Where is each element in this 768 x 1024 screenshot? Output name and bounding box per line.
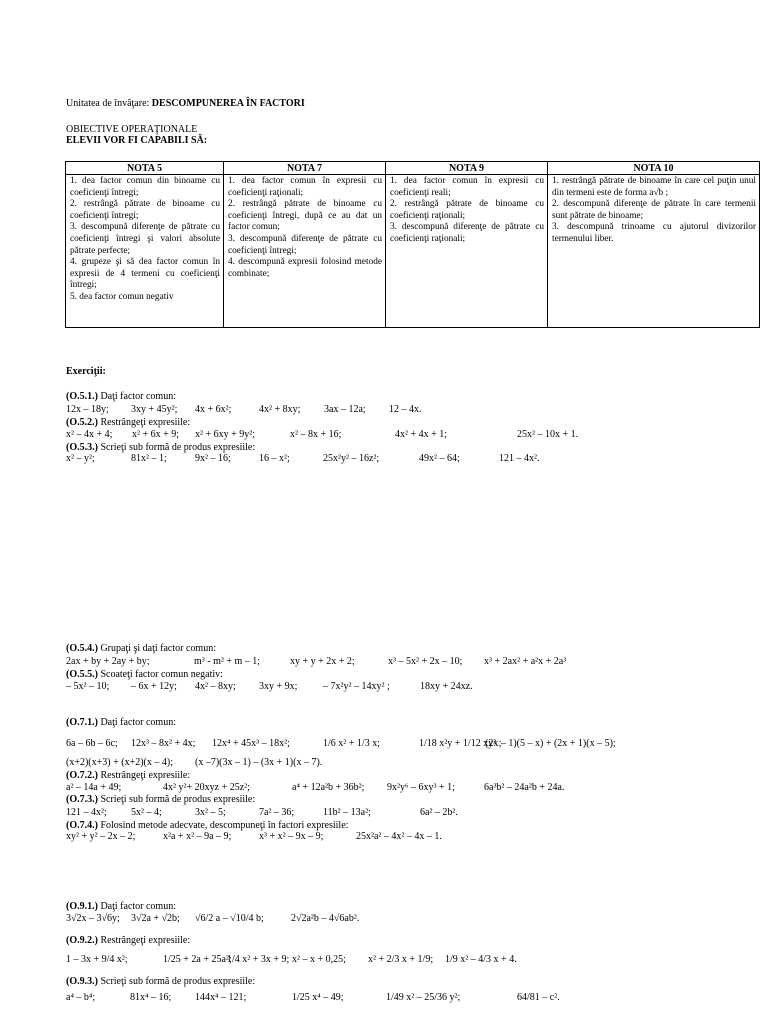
exercise-item: 4x² y²+ 20xyz + 25z²;	[163, 782, 250, 793]
exercise-label-s591	[66, 901, 176, 912]
exercise-item: 144x⁴ – 121;	[195, 992, 247, 1003]
objective-item: 4. descompună expresii folosind metode combinate;	[228, 257, 382, 279]
exercise-label-s574	[66, 820, 348, 831]
exercise-item: 121 – 4x²;	[66, 807, 107, 818]
exercise-item: 5x² – 4;	[131, 807, 162, 818]
exercise-item: a⁴ + 12a²b + 36b²;	[292, 782, 365, 793]
exercise-item: 1/49 x² – 25/36 y²;	[386, 992, 461, 1003]
exercise-label-s593	[66, 976, 255, 987]
exercise-instruction: Daţi factor comun:	[97, 901, 176, 912]
exercise-item: 12x³ – 8x² + 4x;	[131, 738, 196, 749]
exercise-label-s553	[66, 442, 255, 453]
exercise-item: 25x²y² – 16z²;	[323, 453, 380, 464]
exercise-label-s552	[66, 417, 190, 428]
exercise-item: √6/2 a – √10/4 b;	[195, 913, 264, 924]
exercise-instruction: Daţi factor comun:	[97, 717, 176, 728]
exercise-item: 4x² – 8xy;	[195, 681, 236, 692]
exercise-label-s573	[66, 794, 255, 805]
exercise-code: (O.7.1.)	[66, 717, 98, 728]
objectives-heading: OBIECTIVE OPERAŢIONALE	[66, 124, 198, 135]
exercise-item: 6a – 6b – 6c;	[66, 738, 118, 749]
exercise-item: (2x – 1)(5 – x) + (2x + 1)(x – 5);	[485, 738, 616, 749]
exercise-code: (O.9.2.)	[66, 935, 98, 946]
exercise-item: x² + 6x + 9;	[132, 429, 180, 440]
exercise-instruction: Restrângeţi expresiile:	[97, 417, 191, 428]
exercise-item: 4x² + 8xy;	[259, 404, 301, 415]
exercise-item: x² – 8x + 16;	[290, 429, 342, 440]
objective-item: 1. dea factor comun în expresii cu coeficienţi reali;	[390, 176, 544, 198]
exercise-instruction: Daţi factor comun:	[97, 391, 176, 402]
cell-nota-9	[386, 175, 548, 328]
exercise-label-s551	[66, 391, 176, 402]
objectives-table	[65, 161, 760, 328]
exercise-code: (O.7.3.)	[66, 794, 98, 805]
objective-item: 2. descompună diferenţe de pătrate în care termenii sunt pătrate de binoame;	[552, 199, 756, 221]
objective-item: 1. restrângă pătrate de binoame în care cel puţin unul din termeni este de forma a√b ;	[552, 176, 756, 198]
objective-item: 3. descompună diferenţe de pătrate cu coeficienţi raţionali;	[390, 222, 544, 244]
exercise-label-s571	[66, 717, 176, 728]
exercise-item: 9x²y⁶ – 6xy³ + 1;	[387, 782, 455, 793]
exercise-item: 1/9 x² – 4/3 x + 4.	[445, 954, 517, 965]
exercise-label-s572	[66, 770, 190, 781]
exercise-item: 6a² – 2b².	[420, 807, 458, 818]
exercise-item: 64/81 – c².	[517, 992, 560, 1003]
exercise-item: 81x² – 1;	[131, 453, 167, 464]
exercise-item: 3√2x – 3√6y;	[66, 913, 120, 924]
unit-title: DESCOMPUNEREA ÎN FACTORI	[151, 98, 305, 109]
cell-nota-10	[548, 175, 760, 328]
table-body-row	[66, 175, 760, 328]
objective-item: 1. dea factor comun din binoame cu coeficienţi întregi;	[70, 176, 220, 198]
exercise-item: 1/6 x² + 1/3 x;	[323, 738, 380, 749]
objective-item: 1. dea factor comun în expresii cu coeficienţi raţionali;	[228, 176, 382, 198]
exercise-item: x³ + 2ax² + a²x + 2a³	[484, 656, 567, 667]
exercise-item: 25x² – 10x + 1.	[517, 429, 579, 440]
objective-item: 3. descompună diferenţe de pătrate cu coeficienţi întregi şi valori absolute pătrate perfecte;	[70, 222, 220, 256]
exercises-title: Exerciţii:	[66, 366, 106, 377]
exercise-code: (O.5.1.)	[66, 391, 98, 402]
exercise-code: (O.9.1.)	[66, 901, 98, 912]
exercise-item: 16 – x²;	[259, 453, 290, 464]
exercise-item: 7a² – 36;	[259, 807, 295, 818]
objective-item: 2. restrângă pătrate de binoame cu coeficienţi raţionali;	[390, 199, 544, 221]
exercise-item: 49x² – 64;	[419, 453, 460, 464]
exercise-instruction: Scrieţi sub formă de produs expresiile:	[97, 442, 256, 453]
objective-item: 2. restrângă pătrate de binoame cu coeficienţi întregi;	[70, 199, 220, 221]
exercise-item: – 6x + 12y;	[131, 681, 177, 692]
exercise-item: 81x⁴ – 16;	[130, 992, 172, 1003]
exercise-item: 3xy + 45y²;	[131, 404, 178, 415]
exercise-code: (O.7.4.)	[66, 820, 98, 831]
exercise-item: 1/4 x² + 3x + 9;	[227, 954, 290, 965]
exercise-item: x³ + x² – 9x – 9;	[259, 831, 324, 842]
exercise-instruction: Restrângeţi expresiile:	[97, 770, 191, 781]
exercise-item: (x –7)(3x – 1) – (3x + 1)(x – 7).	[195, 757, 323, 768]
exercise-item: 12 – 4x.	[389, 404, 422, 415]
exercise-item: x² – 4x + 4;	[66, 429, 113, 440]
exercise-item: 18xy + 24xz.	[420, 681, 473, 692]
exercise-item: x² + 6xy + 9y²;	[195, 429, 256, 440]
exercise-item: xy² + y² – 2x – 2;	[66, 831, 136, 842]
exercise-item: 121 – 4x².	[499, 453, 540, 464]
exercise-code: (O.5.4.)	[66, 643, 98, 654]
objective-item: 2. restrângă pătrate de binoame cu coeficienţi întregi, după ce au dat un factor comun;	[228, 199, 382, 233]
exercise-instruction: Restrângeţi expresiile:	[97, 935, 191, 946]
exercise-instruction: Folosind metode adecvate, descompuneţi în factori expresiile:	[97, 820, 349, 831]
exercise-label-s555	[66, 669, 223, 680]
header-nota-9: NOTA 9	[386, 162, 548, 175]
exercise-instruction: Grupaţi şi daţi factor comun:	[97, 643, 216, 654]
exercise-item: – 5x² – 10;	[66, 681, 110, 692]
exercise-label-s554	[66, 643, 216, 654]
exercise-item: a² – 14a + 49;	[66, 782, 122, 793]
exercise-item: 3√2a + √2b;	[131, 913, 180, 924]
table-header-row	[66, 162, 760, 175]
exercise-item: 3ax – 12a;	[324, 404, 366, 415]
exercise-code: (O.5.3.)	[66, 442, 98, 453]
exercise-item: 1/18 x²y + 1/12 xy² ;	[419, 738, 502, 749]
exercise-item: 3xy + 9x;	[259, 681, 298, 692]
exercise-code: (O.7.2.)	[66, 770, 98, 781]
exercise-item: 25x²a² – 4x² – 4x – 1.	[356, 831, 442, 842]
exercise-item: x² – y²;	[66, 453, 95, 464]
exercise-item: 12x⁴ + 45x³ – 18x²;	[212, 738, 290, 749]
exercise-instruction: Scrieţi sub formă de produs expresiile:	[97, 794, 256, 805]
header-nota-7: NOTA 7	[224, 162, 386, 175]
header-nota-10: NOTA 10	[548, 162, 760, 175]
exercise-instruction: Scoateţi factor comun negativ:	[97, 669, 223, 680]
exercise-item: 2ax + by + 2ay + by;	[66, 656, 150, 667]
exercise-item: – 7x²y² – 14xy² ;	[323, 681, 390, 692]
objective-item: 3. descompună diferenţe de pătrate cu coeficienţi întregi;	[228, 233, 382, 256]
unit-prefix: Unitatea de învăţare:	[66, 98, 152, 109]
exercise-code: (O.5.2.)	[66, 417, 98, 428]
exercise-item: 3x² – 5;	[195, 807, 226, 818]
students-heading: ELEVII VOR FI CAPABILI SĂ:	[66, 135, 208, 146]
cell-nota-7	[224, 175, 386, 328]
exercise-item: 11b² – 13a²;	[323, 807, 371, 818]
exercise-code: (O.9.3.)	[66, 976, 98, 987]
objective-item: 5. dea factor comun negativ	[70, 291, 174, 302]
exercise-code: (O.5.5.)	[66, 669, 98, 680]
exercise-item: 4x + 6x²;	[195, 404, 232, 415]
exercise-item: m³ - m² + m – 1;	[194, 656, 261, 667]
exercise-item: x² + 2/3 x + 1/9;	[368, 954, 434, 965]
exercise-item: x² – x + 0,25;	[292, 954, 346, 965]
exercise-item: 1 – 3x + 9/4 x²;	[66, 954, 128, 965]
cell-nota-5	[66, 175, 224, 328]
exercise-label-s592	[66, 935, 190, 946]
exercise-item: 1/25 x⁴ – 49;	[292, 992, 344, 1003]
objective-item: 4. grupeze şi să dea factor comun în expresii de 4 termeni cu coeficienţi întregi;	[70, 257, 220, 291]
unit-line	[66, 98, 305, 109]
exercise-item: 4x² + 4x + 1;	[395, 429, 448, 440]
objective-item: 3. descompună trinoame cu ajutorul divizorilor termenului liber.	[552, 222, 756, 244]
exercise-item: 12x – 18y;	[66, 404, 109, 415]
exercise-instruction: Scrieţi sub formă de produs expresiile:	[97, 976, 256, 987]
exercise-item: (x+2)(x+3) + (x+2)(x – 4);	[66, 757, 173, 768]
exercise-item: x²a + x² – 9a – 9;	[163, 831, 232, 842]
exercise-item: xy + y + 2x + 2;	[290, 656, 355, 667]
exercise-item: 6a³b² – 24a²b + 24a.	[484, 782, 565, 793]
header-nota-5: NOTA 5	[66, 162, 224, 175]
exercise-item: 2√2a²b – 4√6ab².	[291, 913, 360, 924]
exercise-item: 1/25 + 2a + 25a²;	[163, 954, 232, 965]
exercise-item: a⁴ – b⁴;	[66, 992, 96, 1003]
exercise-item: x³ – 5x² + 2x – 10;	[388, 656, 463, 667]
exercise-item: 9x² – 16;	[195, 453, 231, 464]
